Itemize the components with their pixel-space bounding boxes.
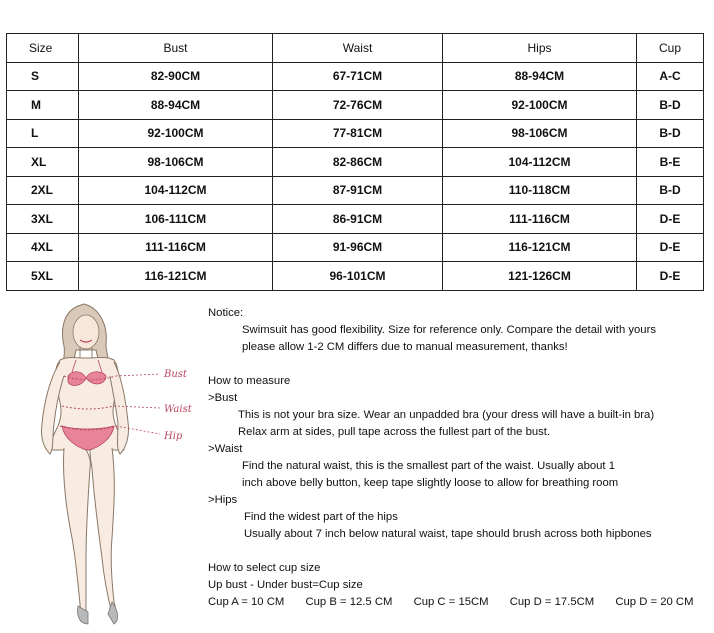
cell-size: 3XL [7, 205, 79, 234]
cell-hips: 98-106CM [443, 119, 637, 148]
cell-cup: A-C [637, 62, 704, 91]
how-to-measure-title: How to measure [208, 375, 291, 387]
cell-bust: 98-106CM [79, 148, 273, 177]
notice-line: Swimsuit has good flexibility. Size for reference only. Compare the detail with yours [242, 324, 656, 336]
cup-item: Cup D = 17.5CM [509, 596, 595, 608]
cell-waist: 91-96CM [273, 233, 443, 262]
table-row [7, 176, 704, 205]
cup-size-title: How to select cup size [208, 562, 321, 574]
cell-bust: 116-121CM [79, 262, 273, 291]
cell-cup: D-E [637, 233, 704, 262]
cell-waist: 96-101CM [273, 262, 443, 291]
cell-bust: 104-112CM [79, 176, 273, 205]
bust-label: Bust [164, 369, 187, 380]
cell-hips: 92-100CM [443, 91, 637, 120]
cell-bust: 82-90CM [79, 62, 273, 91]
notice-title: Notice: [208, 307, 244, 319]
table-row [7, 233, 704, 262]
cell-size: M [7, 91, 79, 120]
cell-size: L [7, 119, 79, 148]
cell-size: S [7, 62, 79, 91]
cell-cup: D-E [637, 205, 704, 234]
cell-waist: 72-76CM [273, 91, 443, 120]
hips-instruction: Find the widest part of the hips [244, 511, 398, 523]
cup-item: Cup A = 10 CM [208, 596, 285, 608]
waist-label: Waist [164, 404, 192, 415]
cell-cup: B-D [637, 176, 704, 205]
cell-size: 4XL [7, 233, 79, 262]
woman-figure-drawing [20, 298, 200, 628]
header-hips: Hips [443, 34, 637, 63]
header-waist: Waist [273, 34, 443, 63]
table-row [7, 262, 704, 291]
cell-waist: 82-86CM [273, 148, 443, 177]
cup-item: Cup B = 12.5 CM [305, 596, 393, 608]
cell-size: 5XL [7, 262, 79, 291]
bust-instruction: This is not your bra size. Wear an unpadded bra (your dress will have a built-in bra) [238, 409, 655, 421]
cell-hips: 121-126CM [443, 262, 637, 291]
body-measurement-illustration [20, 298, 200, 628]
cup-item: Cup D = 20 CM [615, 596, 694, 608]
hips-instruction: Usually about 7 inch below natural waist, tape should brush across both hipbones [244, 528, 652, 540]
header-size: Size [7, 34, 79, 63]
cell-bust: 111-116CM [79, 233, 273, 262]
measurement-notes [208, 305, 708, 611]
cell-hips: 110-118CM [443, 176, 637, 205]
cup-size-list [208, 594, 708, 611]
notice-line: please allow 1-2 CM differs due to manual measurement, thanks! [242, 341, 568, 353]
cell-waist: 77-81CM [273, 119, 443, 148]
header-bust: Bust [79, 34, 273, 63]
table-row [7, 148, 704, 177]
cell-size: 2XL [7, 176, 79, 205]
cell-hips: 116-121CM [443, 233, 637, 262]
cell-cup: B-D [637, 91, 704, 120]
cell-size: XL [7, 148, 79, 177]
hip-label: Hip [164, 431, 183, 442]
size-chart-body [7, 62, 704, 290]
waist-heading: >Waist [208, 443, 243, 455]
cup-item: Cup C = 15CM [413, 596, 489, 608]
waist-instruction: Find the natural waist, this is the smallest part of the waist. Usually about 1 [242, 460, 615, 472]
size-chart-table [6, 33, 704, 291]
table-row [7, 119, 704, 148]
cell-waist: 67-71CM [273, 62, 443, 91]
cell-cup: B-D [637, 119, 704, 148]
cell-waist: 87-91CM [273, 176, 443, 205]
hips-heading: >Hips [208, 494, 238, 506]
cell-hips: 88-94CM [443, 62, 637, 91]
waist-instruction: inch above belly button, keep tape slightly loose to allow for breathing room [242, 477, 619, 489]
header-cup: Cup [637, 34, 704, 63]
table-row [7, 205, 704, 234]
cell-waist: 86-91CM [273, 205, 443, 234]
cell-cup: B-E [637, 148, 704, 177]
cell-bust: 106-111CM [79, 205, 273, 234]
cell-bust: 92-100CM [79, 119, 273, 148]
cup-formula: Up bust - Under bust=Cup size [208, 579, 363, 591]
bust-heading: >Bust [208, 392, 238, 404]
cell-hips: 111-116CM [443, 205, 637, 234]
table-row [7, 62, 704, 91]
table-header-row [7, 34, 704, 63]
bust-instruction: Relax arm at sides, pull tape across the fullest part of the bust. [238, 426, 551, 438]
table-row [7, 91, 704, 120]
cell-cup: D-E [637, 262, 704, 291]
cell-bust: 88-94CM [79, 91, 273, 120]
cell-hips: 104-112CM [443, 148, 637, 177]
